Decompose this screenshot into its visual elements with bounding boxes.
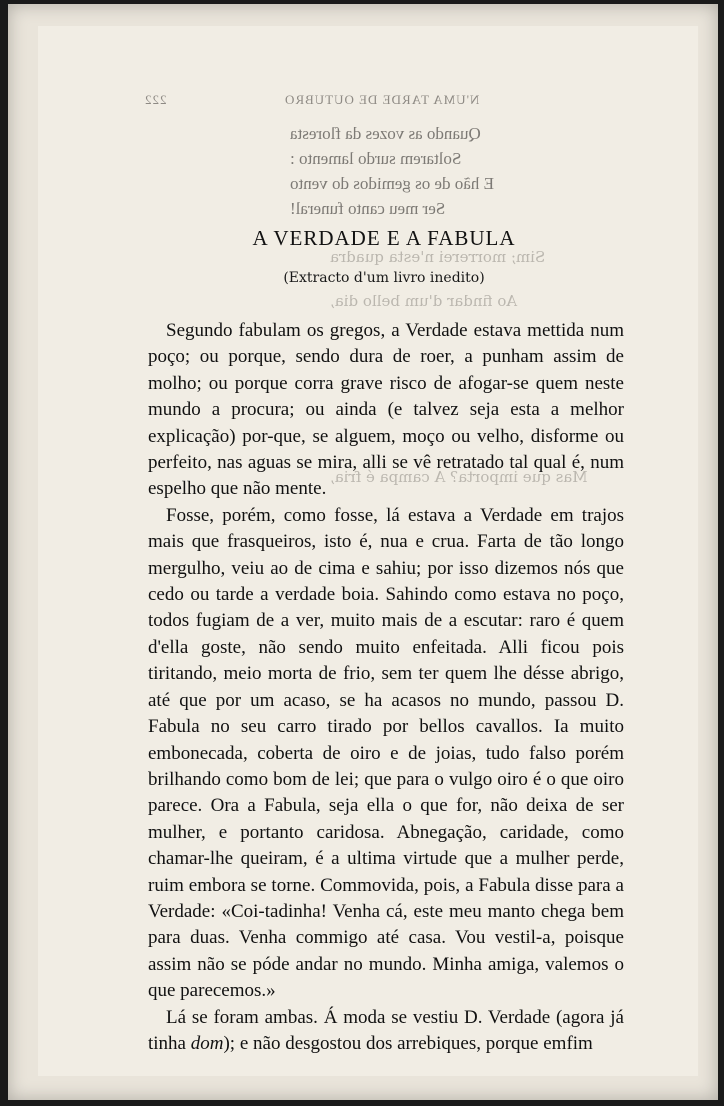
bleed-verse-line: Soltarem surdo lamento : <box>290 149 462 168</box>
paragraph <box>148 1005 624 1058</box>
bleed-verse-line: Quando as vozes da floresta <box>290 124 481 143</box>
bleed-verse-line: Ser meu canto funeral! <box>290 199 446 218</box>
paragraph-text: Lá se foram ambas. Á moda se vestiu D. Verdade (agora já tinha <box>148 1006 624 1054</box>
bleed-line: Mas que importa? A campa é fria, <box>330 468 588 486</box>
bleed-verse-line: E hão de os gemidos do vento <box>290 174 494 193</box>
running-head-text: N'UMA TARDE DE OUTUBRO <box>284 92 480 107</box>
paragraph: Segundo fabulam os gregos, a Verdade estava mettida num poço; ou porque, sendo dura de roer, a punham assim de molho; ou porque corra grave risco de afogar-se quem neste mundo a procura; ou ainda (e talvez seja esta a melhor explicação) por-que, se alguem, moço ou velho, disforme ou perfeito, nas aguas se mira, alli se vê retratado tal qual é, num espelho que não mente. <box>148 320 624 500</box>
paragraph-text: ); e não desgostou dos arrebiques, porque emfim <box>223 1032 593 1054</box>
bleed-line: Sim; morrerei n'esta quadra <box>330 248 546 266</box>
paragraph: Fosse, porém, como fosse, lá estava a Verdade em trajos mais que frasqueiros, isto é, nua e crua. Farta de tão longo mergulho, veiu ao de cima e sahiu; por isso dizemos nós que cedo ou tarde a verdade boia. Sahindo como estava no poço, todos fugiam de a ver, muito mais de a escutar: raro é quem d'ella goste, não sendo muito enfeitada. Alli ficou pois tiritando, meio morta de frio, sem ter quem lhe désse abrigo, até que por um acaso, se ha acasos no mundo, passou D. Fabula no seu carro tirado por bellos cavallos. Ia muito embonecada, coberta de oiro e de joias, tudo falso porém brilhando como bom de lei; que para o vulgo oiro é o que oiro parece. Ora a Fabula, seja ella o que for, não deixa de ser mulher, e portanto caridosa. Abnegação, caridade, como chamar-lhe queiram, é a ultima virtude que a mulher perde, ruim embora se torne. Commovida, pois, a Fabula disse para a Verdade: «Coi-tadinha! Venha cá, este meu manto chega bem para duas. Venha commigo até casa. Vou vestil-a, poisque assim não se póde andar no mundo. Minha amiga, valemos o que parecemos.» <box>148 504 624 1002</box>
bleed-line: Ao findar d'um bello dia, <box>330 292 518 310</box>
article-subtitle: (Extracto d'um livro inedito) <box>283 270 485 286</box>
article-title: A VERDADE E A FABULA <box>252 226 516 250</box>
running-head <box>144 92 618 114</box>
page-number: 222 <box>144 92 167 107</box>
article-body <box>148 318 624 1057</box>
emphasis-word: dom <box>190 1032 224 1054</box>
